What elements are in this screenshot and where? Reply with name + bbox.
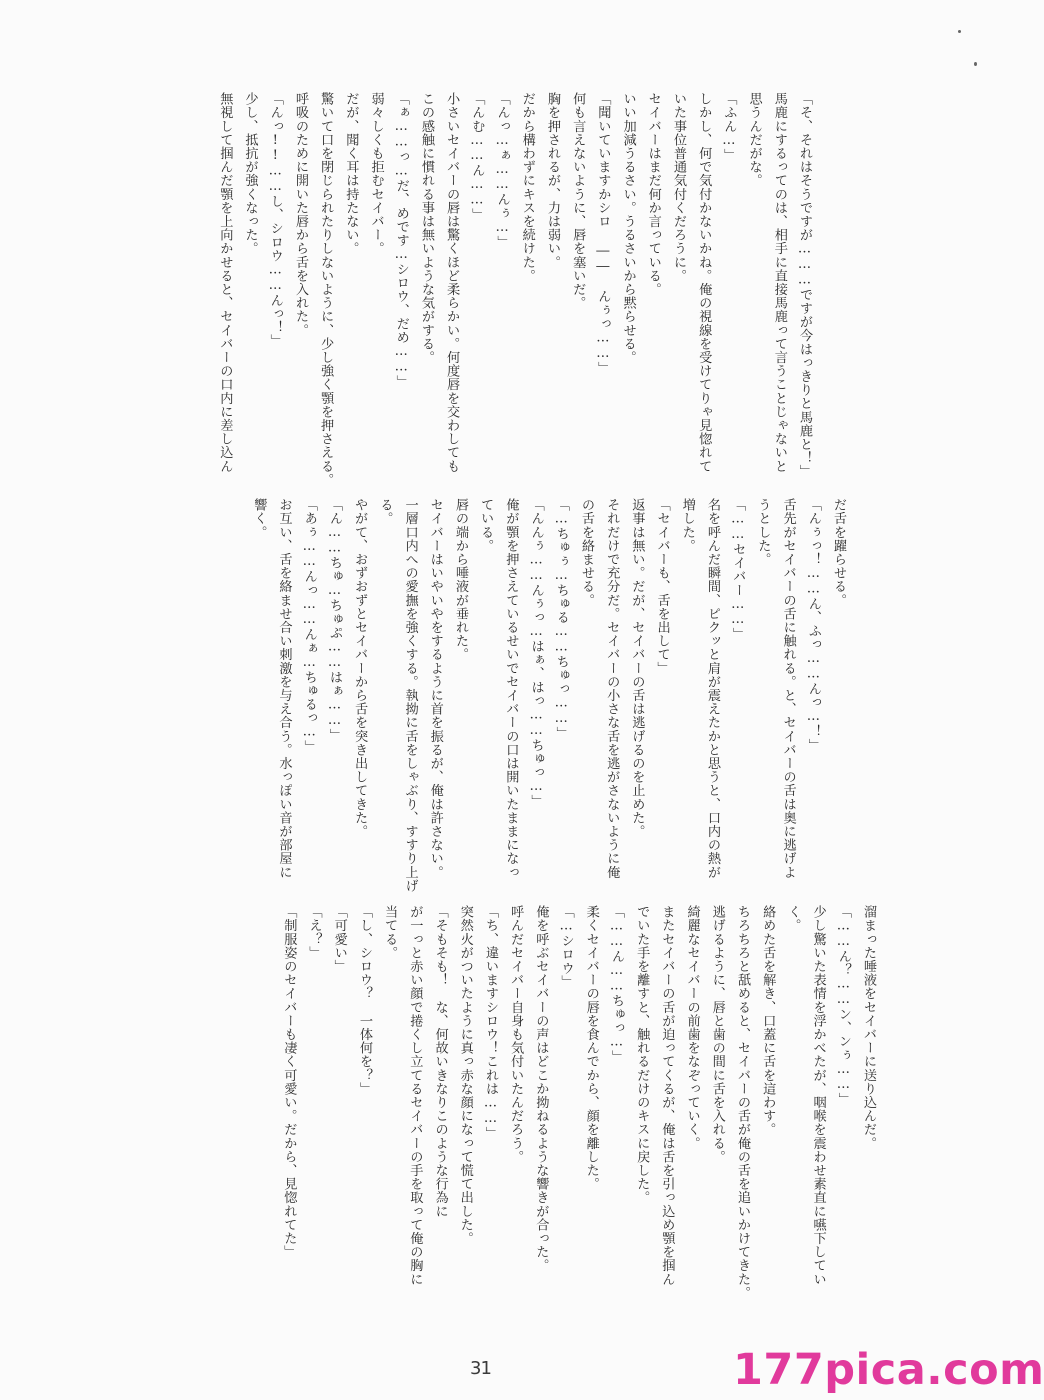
watermark-text: 177pica.com — [733, 1345, 1044, 1395]
page-number: 31 — [470, 1358, 491, 1379]
text-column-block-middle: だ舌を躍らせる。 「んぅっ！……ん、ふっ……んっ…！」 舌先がセイバーの舌に触れる。と、セイバーの舌は奥に逃げよ うとした。 「……セイバー……」 名を呼んだ瞬間、ピクッと肩が震えたかと思うと、口内の熱が 増した。 「セイバーも、舌を出して」 返事は無い。だが、セイバーの舌は逃げるのを止めた。 それだけで充分だ。セイバーの小さな舌を逃がさないように俺 の舌を絡ませる。 「…ちゅぅ…ちゅる……ちゅっ……」 「んんぅ……んぅっ…はぁ、はっ……ちゅっ…」 俺が顎を押さえているせいでセイバーの口は開いたままになっ ている。 唇の端から唾液が垂れた。 セイバーはいやいやをするように首を振るが、俺は許さない。 一層口内への愛撫を強くする。執拗に舌をしゃぶり、すすり上げ る。 やがて、おずおずとセイバーから舌を突き出してきた。 「ん……ちゅ…ちゅぷ……はぁ……」 「あぅ……んっ……んぁ…ちゅるっ…」 お互い、舌を絡ませ合い刺激を与え合う。水っぽい音が部屋に 響く。 — [251, 498, 846, 893]
text-column-block-bottom: 溜まった唾液をセイバーに送り込んだ。 「……ん？……ン、ンぅ……」 少し驚いた表情を浮かべたが、咽喉を震わせ素直に嚥下してい く。 絡めた舌を解き、口蓋に舌を這わす。 ちろちろと舐めると、セイバーの舌が俺の舌を追いかけてきた。 逃げるように、唇と歯の間に舌を入れる。 綺麗なセイバーの前歯をなぞっていく。 またセイバーの舌が迫ってくるが、俺は舌を引っ込め顎を掴ん でいた手を離すと、触れるだけのキスに戻した。 「……ん……ちゅっ…」 柔くセイバーの唇を食んでから、顔を離した。 「…シロウ」 俺を呼ぶセイバーの声はどこか拗ねるような響きが合った。 呼んだセイバー自身も気付いたんだろう。 「ち、違いますシロウ！これは……」 突然火がついたように真っ赤な顔になって慌て出した。 「そもそも！ な、何故いきなりこのような行為に が一っと赤い顔で捲くし立てるセイバーの手を取って俺の胸に 当てる。 「し、シロウ？ 一体何を？」 「可愛い」 「え？」 「制服姿のセイバーも凄く可愛い。だから、見惚れてた」 — [281, 905, 876, 1300]
text-column-block-top: 「そ、それはそうですが………ですが今はっきりと馬鹿と！」 馬鹿にするってのは、相手に直接馬鹿って言うことじゃないと 思うんだがな。 「ふん…」 しかし、何で気付かないかね。俺の視線を受けてりゃ見惚れて いた事位普通気付くだろうに。 セイバーはまだ何か言っている。 いい加減うるさい。うるさいから黙らせる。 「聞いていますかシロ ―― んぅっ……」 何も言えないように、唇を塞いだ。 胸を押されるが、力は弱い。 だから構わずにキスを続けた。 「んっ…ぁ……んぅ…」 「んむ……ん……」 小さいセイバーの唇は驚くほど柔らかい。何度唇を交わしても この感触に慣れる事は無いような気がする。 「ぁ……っ…だ、めです…シロウ、だめ……」 弱々しくも拒むセイバー。 だが、聞く耳は持たない。 驚いて口を閉じられたりしないように、少し強く顎を押さえる。 呼吸のために開いた唇から舌を入れた。 「んっ!!……し、シロウ……んっ！」 少し、抵抗が強くなった。 無視して掴んだ顎を上向かせると、セイバーの口内に差し込ん — [217, 92, 812, 487]
scan-speck — [974, 62, 977, 66]
scan-speck — [958, 30, 961, 33]
